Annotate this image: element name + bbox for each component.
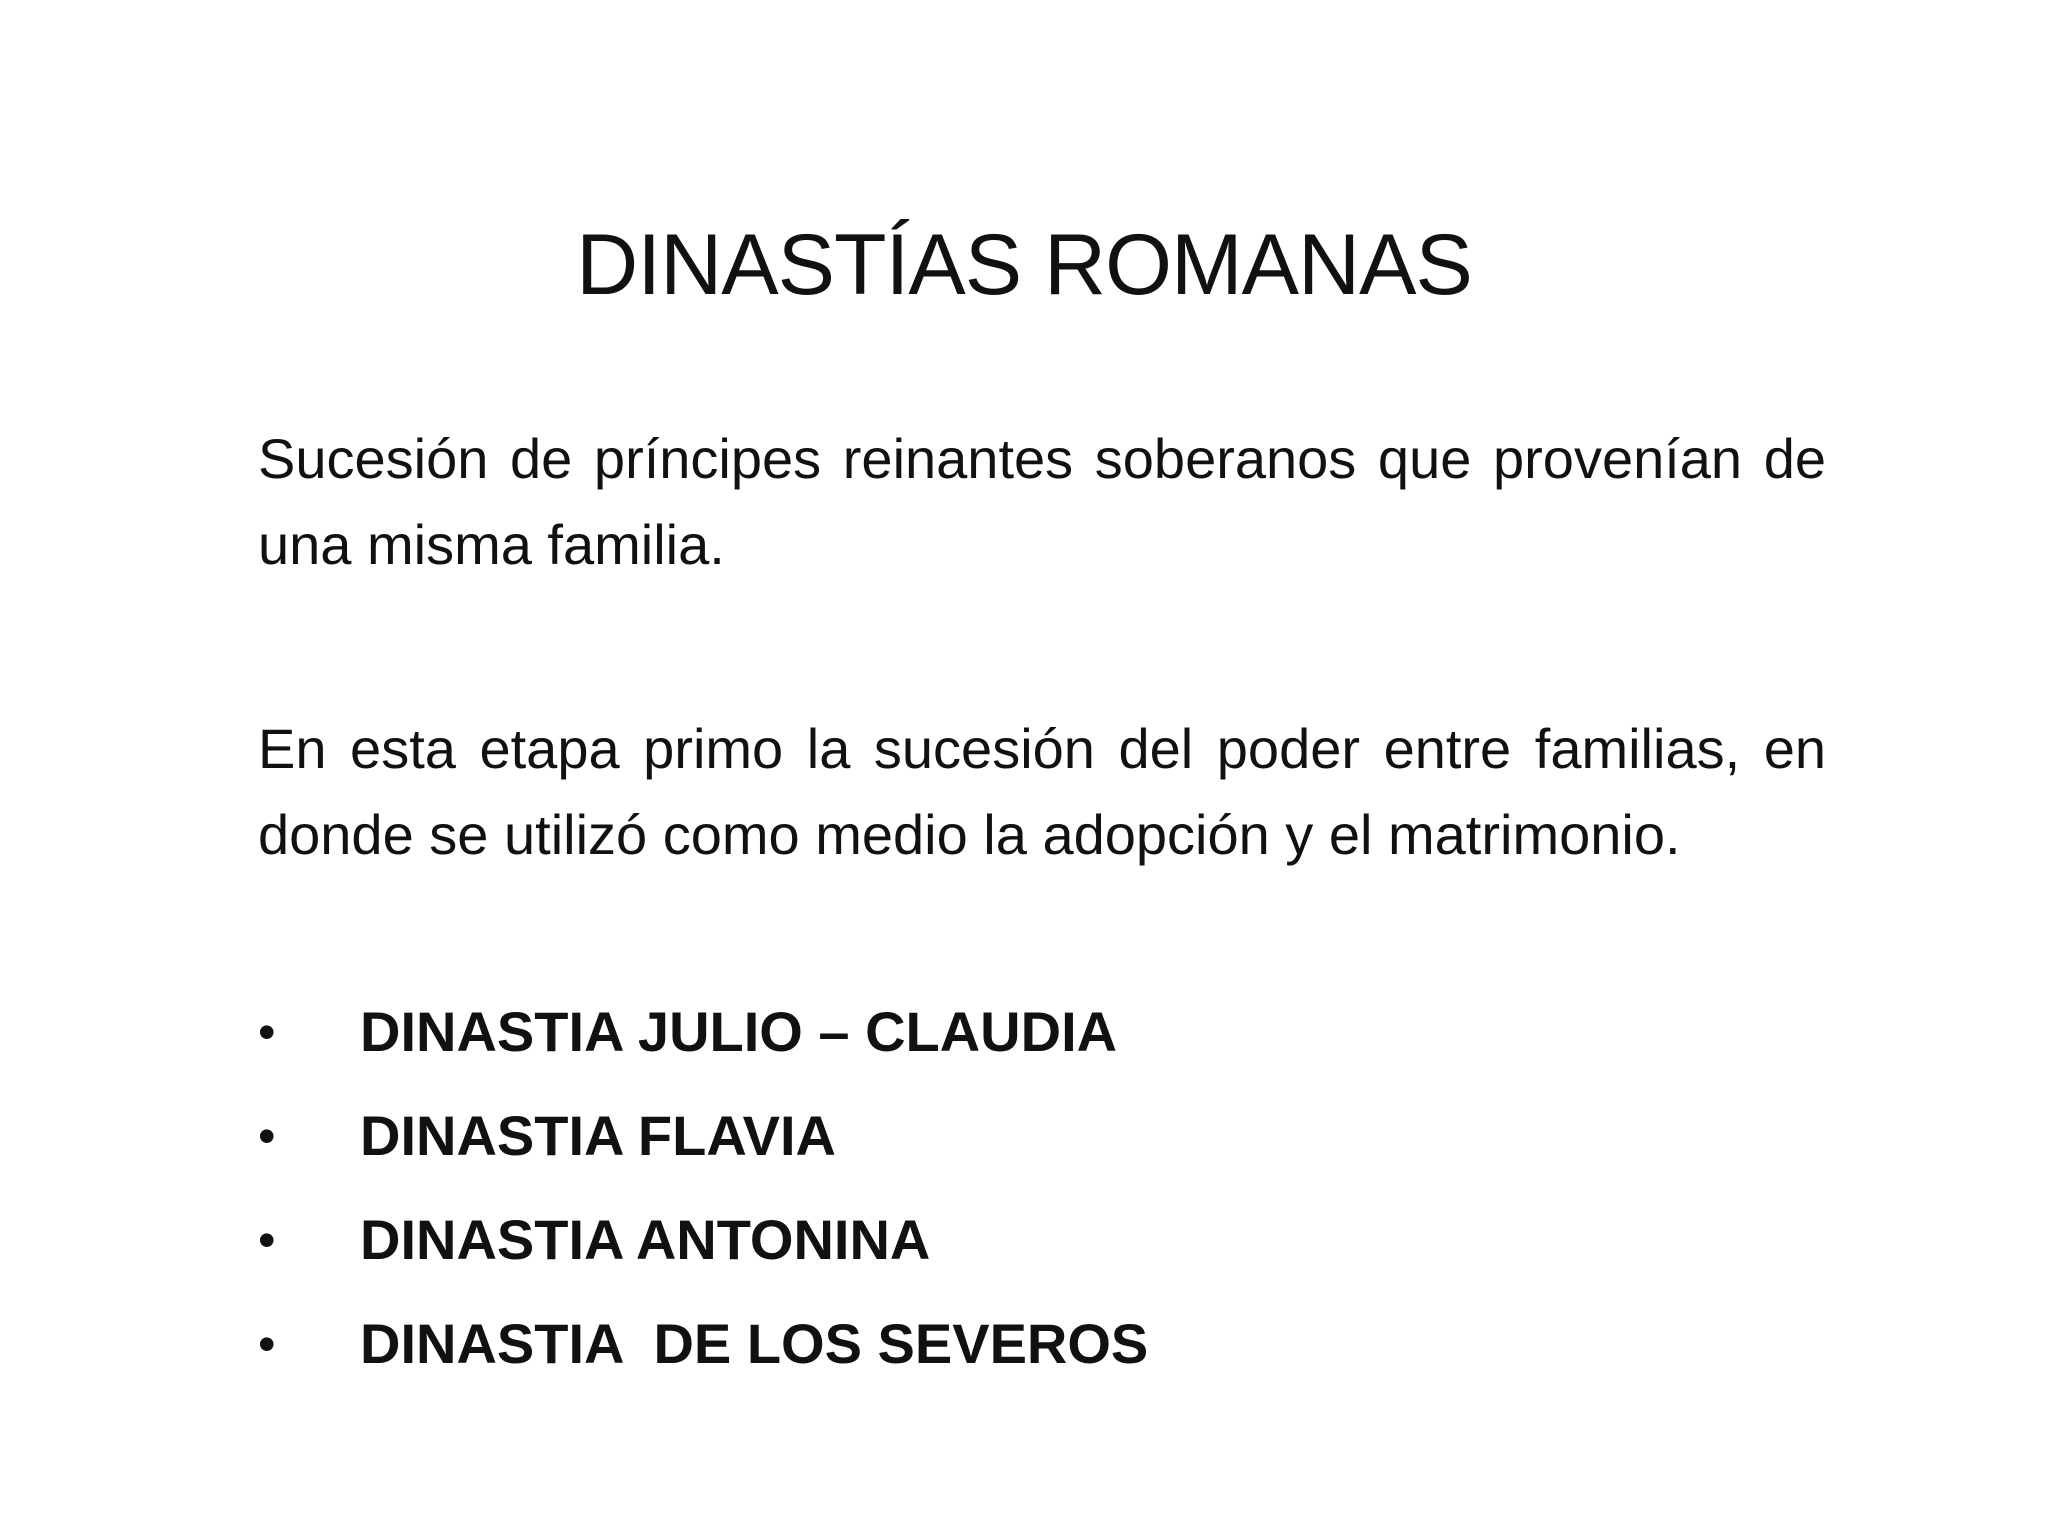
bullet-icon: • [258,1108,276,1164]
list-item [258,1084,1826,1188]
definition-paragraph: Sucesión de príncipes reinantes soberanos que provenían de una misma familia. [258,427,1826,576]
slide-title: DINASTÍAS ROMANAS [576,217,1472,313]
list-item [258,1292,1826,1396]
dynasty-antonina: DINASTIA ANTONINA [360,1208,931,1271]
dynasty-flavia: DINASTIA FLAVIA [360,1104,836,1167]
succession-paragraph: En esta etapa primo la sucesión del poder entre familias, en donde se utilizó como medio la adopción y el matrimonio. [258,717,1826,866]
bullet-icon: • [258,1316,276,1372]
dynasty-list [258,980,1826,1396]
bullet-icon: • [258,1004,276,1060]
list-item [258,1188,1826,1292]
bullet-icon: • [258,1212,276,1268]
dynasty-severos: DINASTIA DE LOS SEVEROS [360,1312,1149,1375]
list-item [258,980,1826,1084]
dynasty-julio-claudia: DINASTIA JULIO – CLAUDIA [360,1000,1118,1063]
